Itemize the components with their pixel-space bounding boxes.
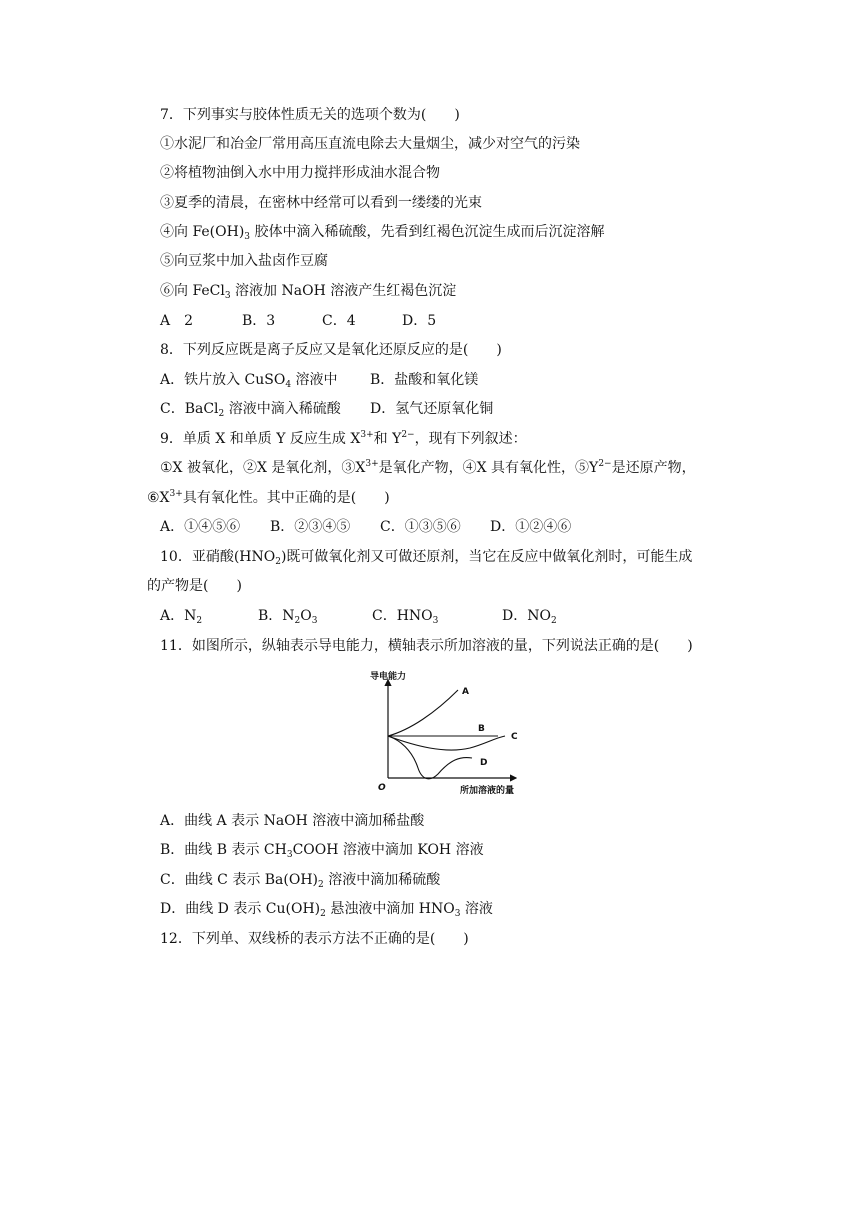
curve-c bbox=[388, 736, 505, 750]
q9-options bbox=[160, 518, 571, 536]
x-axis-label: 所加溶液的量 bbox=[460, 786, 515, 796]
origin-label: O bbox=[378, 783, 386, 793]
q8-option-a: A．铁片放入 CuSO$_4$ 溶液中 bbox=[160, 372, 338, 390]
q8-options-row-2 bbox=[160, 400, 493, 418]
q7-option-d: D．5 bbox=[402, 313, 437, 329]
q11-option-d: D．曲线 D 表示 $Cu(OH)_2$ 悬浊液中滴加 $HNO_3$ 溶液 bbox=[160, 901, 493, 919]
q11-conductivity-graph bbox=[360, 668, 530, 800]
q8-stem: 8．下列反应既是离子反应又是氧化还原反应的是( ) bbox=[160, 342, 502, 358]
q10-stem-line-2: 的产物是( ) bbox=[147, 578, 242, 594]
q10-option-c: C．$HNO_3$ bbox=[372, 608, 439, 626]
q7-option-a: A 2 bbox=[160, 313, 194, 329]
curve-label-d: D bbox=[480, 758, 488, 768]
q12-stem: 12．下列单、双线桥的表示方法不正确的是( ) bbox=[160, 931, 469, 947]
q7-item-5: ⑤向豆浆中加入盐卤作豆腐 bbox=[160, 253, 328, 269]
q8-option-b: B．盐酸和氧化镁 bbox=[370, 372, 479, 388]
q9-option-a: A．①④⑤⑥ bbox=[160, 519, 241, 535]
q9-option-c: C．①③⑤⑥ bbox=[380, 519, 461, 535]
q8-option-d: D．氢气还原氧化铜 bbox=[370, 401, 494, 417]
q11-option-b: B．曲线 B 表示 $CH_3COOH$ 溶液中滴加 KOH 溶液 bbox=[160, 842, 484, 860]
q8-option-c: C．BaCl$_2$ 溶液中滴入稀硫酸 bbox=[160, 401, 341, 419]
y-axis-label: 导电能力 bbox=[370, 672, 407, 682]
q11-option-c: C．曲线 C 表示 $Ba(OH)_2$ 溶液中滴加稀硫酸 bbox=[160, 872, 441, 890]
q7-item-1: ①水泥厂和冶金厂常用高压直流电除去大量烟尘，减少对空气的污染 bbox=[160, 136, 580, 152]
q11-stem: 11．如图所示，纵轴表示导电能力，横轴表示所加溶液的量，下列说法正确的是( ) bbox=[160, 638, 693, 654]
q7-options bbox=[160, 312, 436, 330]
q11-option-a: A．曲线 A 表示 NaOH 溶液中滴加稀盐酸 bbox=[160, 813, 425, 829]
q10-option-d: D．$NO_2$ bbox=[502, 608, 557, 626]
q10-option-a: A．$N_2$ bbox=[160, 608, 203, 626]
q7-item-6: ⑥向 FeCl$_3$ 溶液加 NaOH 溶液产生红褐色沉淀 bbox=[160, 283, 457, 301]
q9-statements-line-2: $⑥X^{3+}$具有氧化性。其中正确的是( ) bbox=[147, 489, 390, 506]
q7-item-3: ③夏季的清晨，在密林中经常可以看到一缕缕的光束 bbox=[160, 195, 482, 211]
q7-item-4: ④向 $Fe(OH)_3$ 胶体中滴入稀硫酸，先看到红褐色沉淀生成而后沉淀溶解 bbox=[160, 224, 605, 242]
q7-option-b: B．3 bbox=[242, 313, 276, 329]
curve-label-b: B bbox=[478, 724, 485, 734]
q10-options bbox=[160, 607, 557, 625]
q10-option-b: B．$N_2O_3$ bbox=[258, 608, 318, 626]
q9-stem: 9．单质 X 和单质 Y 反应生成 $X^{3+}$和 $Y^{2-}$，现有下列叙述： bbox=[160, 430, 527, 447]
q9-option-d: D．①②④⑥ bbox=[490, 519, 572, 535]
q10-stem-line-1: 10．亚硝酸$(HNO_2)$既可做氧化剂又可做还原剂，当它在反应中做氧化剂时，可能生成 bbox=[160, 549, 693, 567]
curve-a bbox=[388, 690, 458, 736]
curve-d bbox=[388, 736, 472, 779]
q8-options-row-1 bbox=[160, 371, 478, 389]
q7-item-2: ②将植物油倒入水中用力搅拌形成油水混合物 bbox=[160, 165, 440, 181]
q7-stem: 7．下列事实与胶体性质无关的选项个数为( ) bbox=[160, 107, 460, 123]
curve-label-a: A bbox=[462, 687, 469, 697]
curve-label-c: C bbox=[511, 732, 518, 742]
q9-statements-line-1: ①X 被氧化，②X 是氧化剂，$③X^{3+}$是氧化产物，④X 具有氧化性，$⑤Y^{2-}$是还原产物， bbox=[160, 459, 696, 476]
q7-option-c: C．4 bbox=[322, 313, 356, 329]
q9-option-b: B．②③④⑤ bbox=[270, 519, 351, 535]
